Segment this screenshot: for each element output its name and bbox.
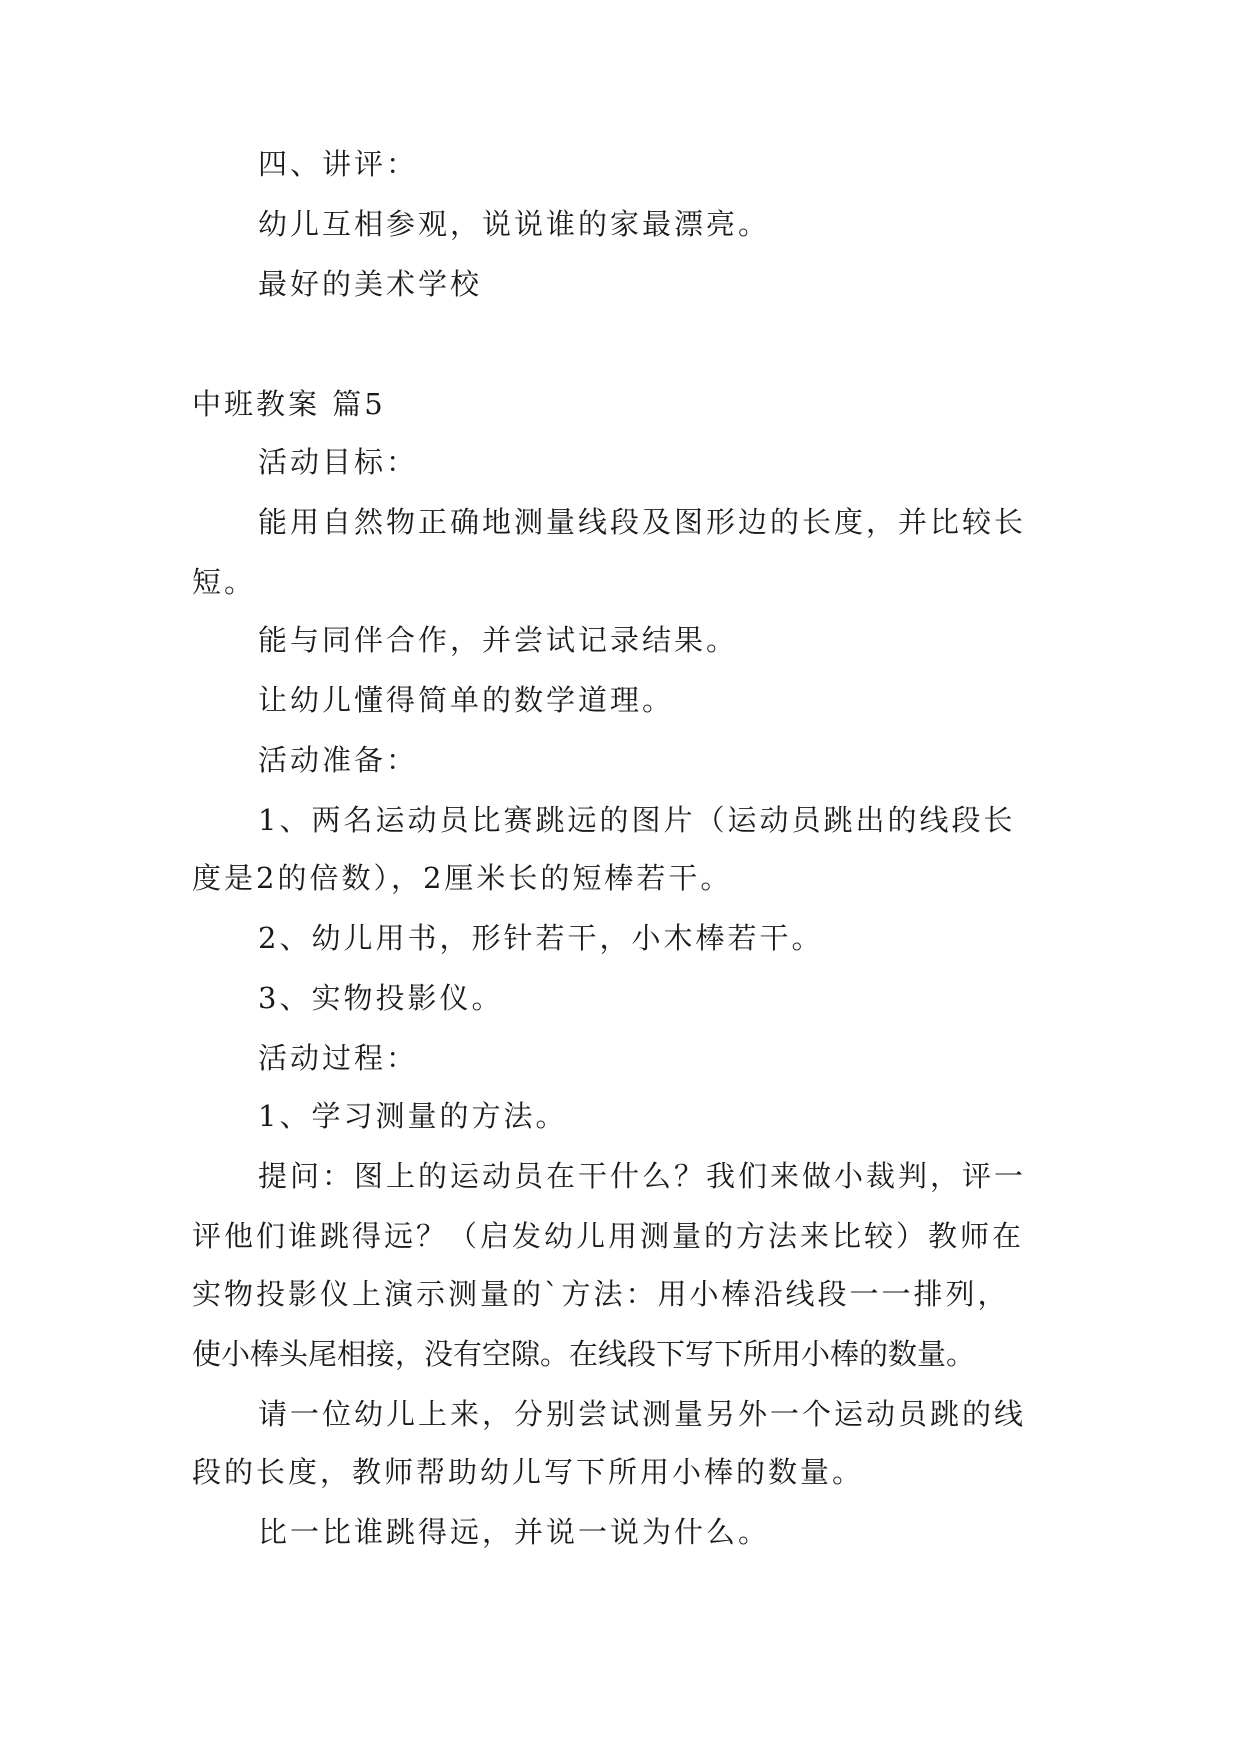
paragraph: 1、学习测量的方法。 bbox=[258, 1099, 568, 1133]
paragraph: 评他们谁跳得远？（启发幼儿用测量的方法来比较）教师在 bbox=[192, 1219, 1025, 1253]
paragraph: 度是2的倍数），2厘米长的短棒若干。 bbox=[192, 861, 733, 895]
paragraph: 使小棒头尾相接，没有空隙。在线段下写下所用小棒的数量。 bbox=[192, 1337, 976, 1371]
paragraph: 1、两名运动员比赛跳远的图片（运动员跳出的线段长 bbox=[258, 803, 1016, 837]
paragraph: 3、实物投影仪。 bbox=[258, 981, 504, 1015]
section-heading: 活动过程： bbox=[258, 1041, 419, 1075]
paragraph: 比一比谁跳得远，并说一说为什么。 bbox=[258, 1515, 771, 1549]
paragraph: 让幼儿懂得简单的数学道理。 bbox=[258, 683, 675, 717]
paragraph: 能用自然物正确地测量线段及图形边的长度，并比较长 bbox=[258, 505, 1027, 539]
note-text: 最好的美术学校 bbox=[258, 267, 483, 301]
paragraph: 2、幼儿用书，形针若干，小木棒若干。 bbox=[258, 921, 824, 955]
paragraph: 实物投影仪上演示测量的`方法：用小棒沿线段一一排列， bbox=[192, 1277, 1010, 1311]
paragraph: 短。 bbox=[192, 565, 257, 599]
paragraph: 幼儿互相参观，说说谁的家最漂亮。 bbox=[258, 207, 771, 241]
paragraph: 能与同伴合作，并尝试记录结果。 bbox=[258, 623, 739, 657]
section-heading: 活动目标： bbox=[258, 445, 419, 479]
section-heading: 四、讲评： bbox=[258, 147, 419, 181]
lesson-title: 中班教案 篇5 bbox=[192, 387, 386, 421]
paragraph: 提问：图上的运动员在干什么？我们来做小裁判，评一 bbox=[258, 1159, 1027, 1193]
section-heading: 活动准备： bbox=[258, 743, 419, 777]
paragraph: 请一位幼儿上来，分别尝试测量另外一个运动员跳的线 bbox=[258, 1397, 1027, 1431]
paragraph: 段的长度，教师帮助幼儿写下所用小棒的数量。 bbox=[192, 1455, 865, 1489]
